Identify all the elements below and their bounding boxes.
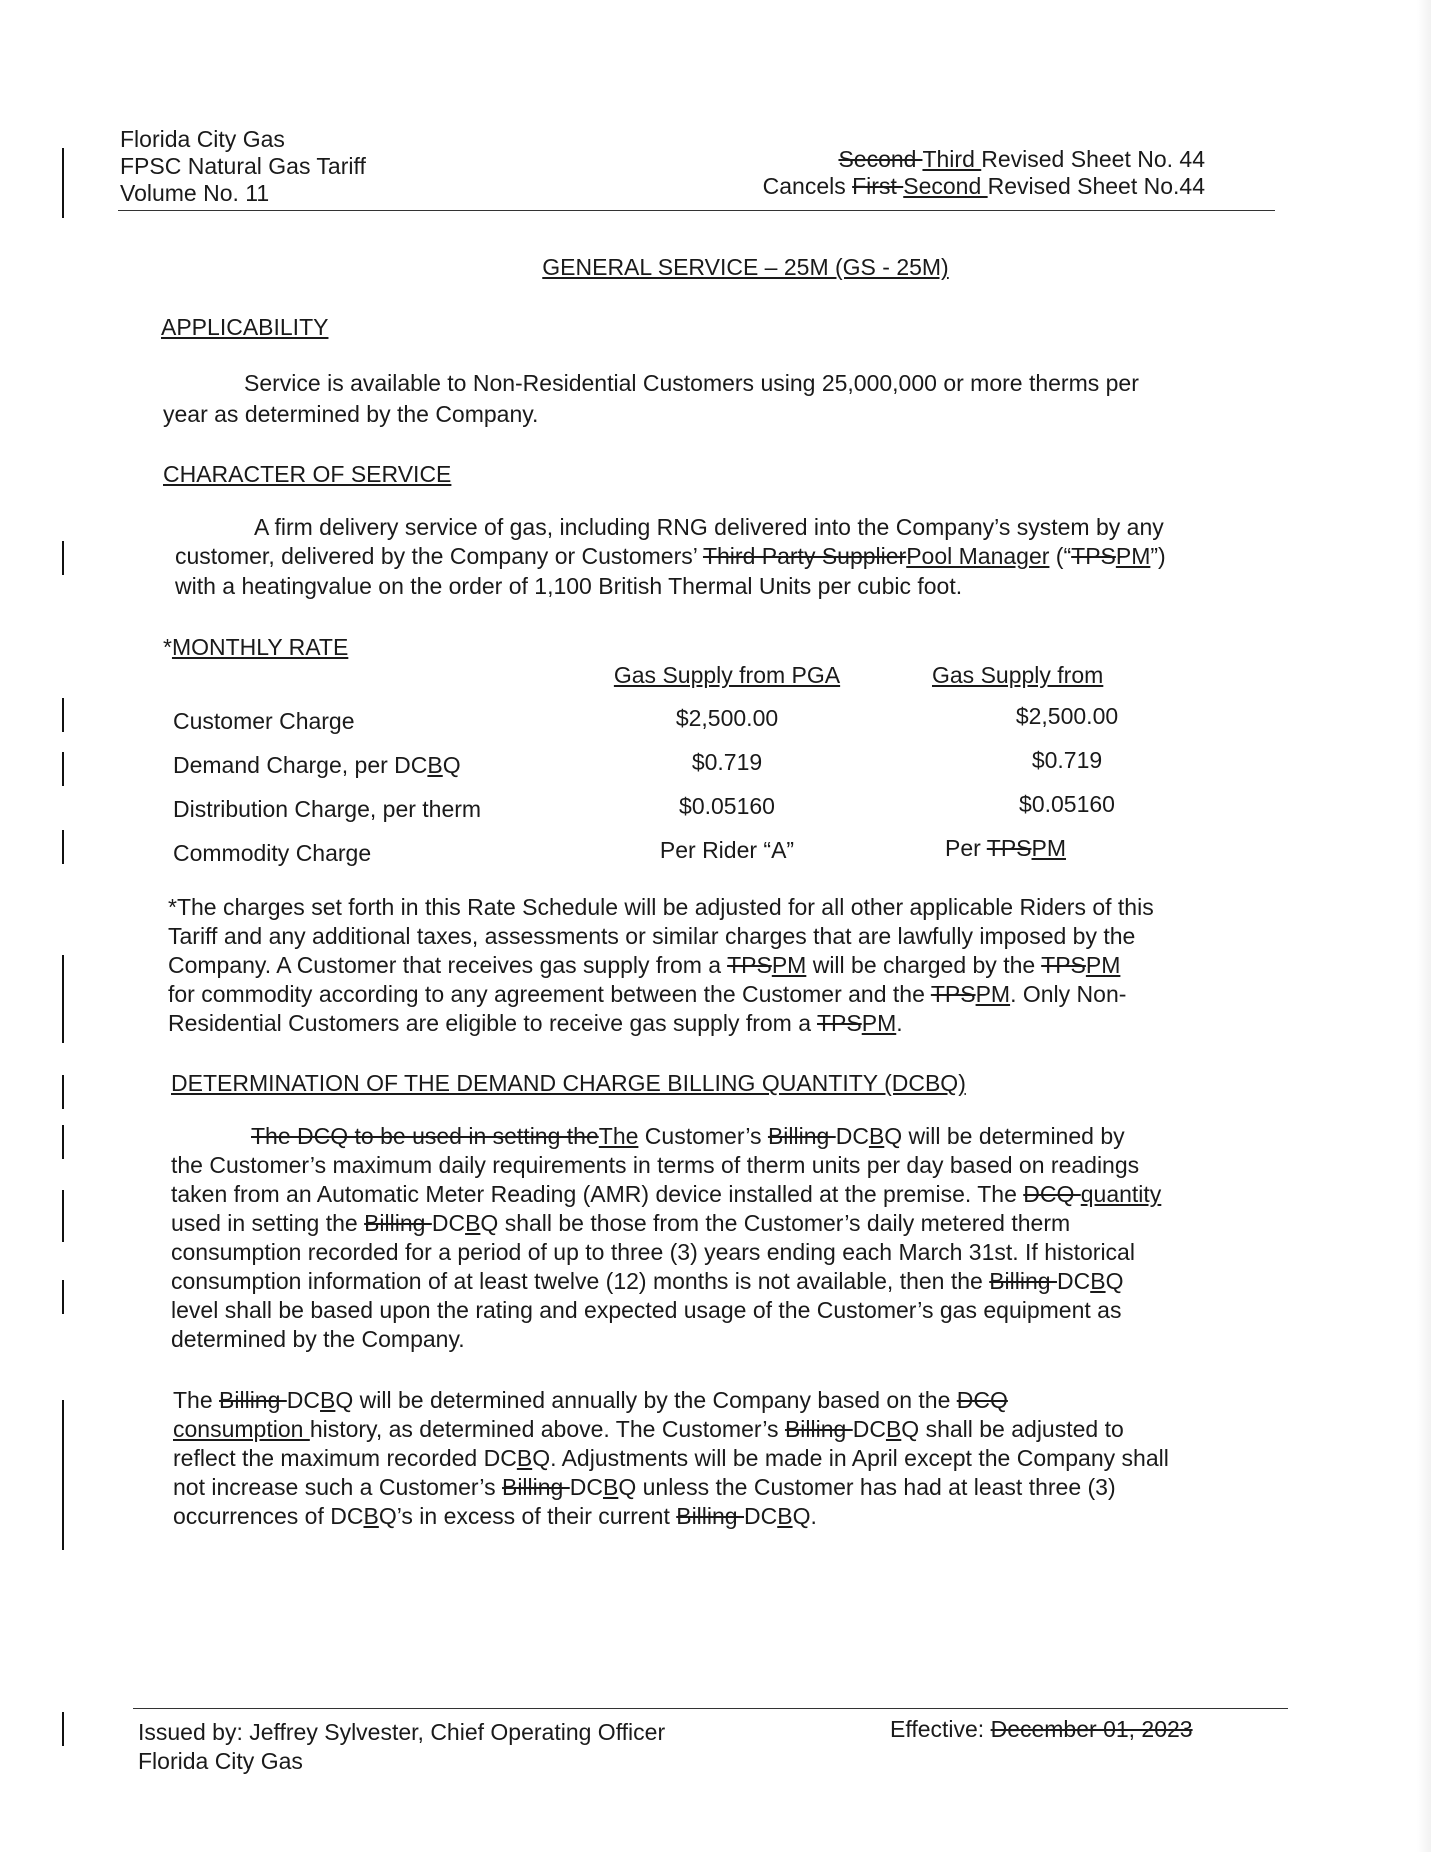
revision-bar [62, 1075, 64, 1109]
page-title: GENERAL SERVICE – 25M (GS - 25M) [542, 254, 949, 280]
monthly-rate-heading: *MONTHLY RATE [163, 634, 349, 660]
sheet-inserted-text: Third [922, 146, 982, 172]
volume-number: Volume No. 11 [120, 180, 270, 206]
inserted-text: Pool Manager [906, 543, 1050, 569]
rate-tps-commodity-charge: Per TPSPM [945, 835, 1067, 861]
revision-bar [62, 830, 64, 864]
revision-bar [62, 1712, 64, 1746]
header-right [763, 146, 1205, 200]
header-left [120, 126, 366, 207]
footer-divider [133, 1708, 1288, 1709]
revision-bar [62, 752, 64, 786]
character-line-3: with a heatingvalue on the order of 1,100 British Thermal Units per cubic foot. [175, 573, 963, 599]
column-header-pga: Gas Supply from PGA [613, 662, 841, 688]
applicability-line-1: Service is available to Non-Residential Customers using 25,000,000 or more therms per [244, 370, 1139, 396]
applicability-heading: APPLICABILITY [161, 314, 329, 340]
cancels-sheet [763, 173, 1205, 200]
sheet-rest: Revised Sheet No. 44 [981, 146, 1205, 172]
rate-tps-distribution-charge: $0.05160 [1019, 791, 1115, 817]
rate-note: *The charges set forth in this Rate Schedule will be adjusted for all other applicable Riders of this Tariff and any additional taxes, assessments or similar charges that are lawfully imposed by the Company. A Customer that receives gas supply from a TPSPM will be charged by the TPSPM for commodity according to any agreement between the Customer and the TPSPM. Only Non- Residential Customers are eligible to receive gas supply from a TPSPM. [168, 894, 1154, 1036]
scan-edge [1417, 0, 1431, 1852]
deleted-text: Third Party Supplier [702, 543, 907, 569]
revision-bar [62, 148, 64, 218]
applicability-line-2: year as determined by the Company. [163, 401, 539, 427]
cancels-rest: Revised Sheet No.44 [987, 173, 1205, 199]
rate-label-distribution-charge: Distribution Charge, per therm [173, 796, 482, 822]
revision-bar [62, 1125, 64, 1159]
rate-label-demand-charge: Demand Charge, per DCBQ [173, 752, 461, 778]
tariff-name: FPSC Natural Gas Tariff [120, 153, 366, 179]
rate-tps-demand-charge: $0.719 [1031, 747, 1103, 773]
company-name: Florida City Gas [120, 126, 285, 152]
revision-bar [62, 955, 64, 1043]
revision-bar [62, 541, 64, 575]
sheet-number [763, 146, 1205, 173]
cancels-deleted-text: First [852, 173, 904, 199]
sheet-deleted-text: Second [838, 146, 923, 172]
rate-pga-demand-charge: $0.719 [691, 749, 763, 775]
rate-pga-distribution-charge: $0.05160 [679, 793, 775, 819]
character-line-2: customer, delivered by the Company or Customers’ Third Party SupplierPool Manager (“TPSPM”) [175, 543, 1166, 569]
footer-company: Florida City Gas [138, 1748, 303, 1774]
rate-tps-customer-charge: $2,500.00 [1015, 703, 1119, 729]
issued-by: Issued by: Jeffrey Sylvester, Chief Operating Officer [138, 1719, 666, 1745]
revision-bar [62, 1190, 64, 1242]
cancels-inserted-text: Second [903, 173, 988, 199]
dcbq-paragraph-2: The Billing DCBQ will be determined annually by the Company based on the DCQ consumption history, as determined above. The Customer’s Billing DCBQ shall be adjusted to reflect the maximum recorded DCBQ. Adjustments will be made in April except the Company shall not increase such a Customer’s Billing DCBQ unless the Customer has had at least three (3) occurrences of DCBQ’s in excess of their current Billing DCBQ. [173, 1387, 1169, 1529]
rate-label-commodity-charge: Commodity Charge [173, 840, 372, 866]
inserted-text: PM [1115, 543, 1151, 569]
rate-pga-customer-charge: $2,500.00 [675, 705, 779, 731]
footer-effective: Effective: December 01, 2023 [890, 1716, 1193, 1742]
revision-bar [62, 1400, 64, 1550]
cancels-prefix: Cancels [762, 173, 853, 199]
deleted-text: TPS [1071, 543, 1116, 569]
character-heading: CHARACTER OF SERVICE [163, 461, 452, 487]
rate-label-customer-charge: Customer Charge [173, 708, 355, 734]
character-line-1: A firm delivery service of gas, including RNG delivered into the Company’s system by any [254, 514, 1164, 540]
effective-date-deleted: December 01, 2023 [990, 1716, 1193, 1742]
revision-bar [62, 1280, 64, 1314]
column-header-tps: Gas Supply from [932, 662, 1104, 688]
rate-pga-commodity-charge: Per Rider “A” [659, 837, 795, 863]
header-divider [118, 210, 1275, 211]
dcbq-heading: DETERMINATION OF THE DEMAND CHARGE BILLING QUANTITY (DCBQ) [171, 1070, 966, 1096]
footer-issued-by [138, 1718, 665, 1776]
dcbq-paragraph-1: The DCQ to be used in setting theThe Customer’s Billing DCBQ will be determined by the Customer’s maximum daily requirements in terms of therm units per day based on readings taken from an Automatic Meter Reading (AMR) device installed at the premise. The DCQ quantity used in setting the Billing DCBQ shall be those from the Customer’s daily metered therm consumption recorded for a period of up to three (3) years ending each March 31st. If historical consumption information of at least twelve (12) months is not available, then the Billing DCBQ level shall be based upon the rating and expected usage of the Customer’s gas equipment as determined by the Company. [171, 1123, 1162, 1352]
revision-bar [62, 698, 64, 732]
